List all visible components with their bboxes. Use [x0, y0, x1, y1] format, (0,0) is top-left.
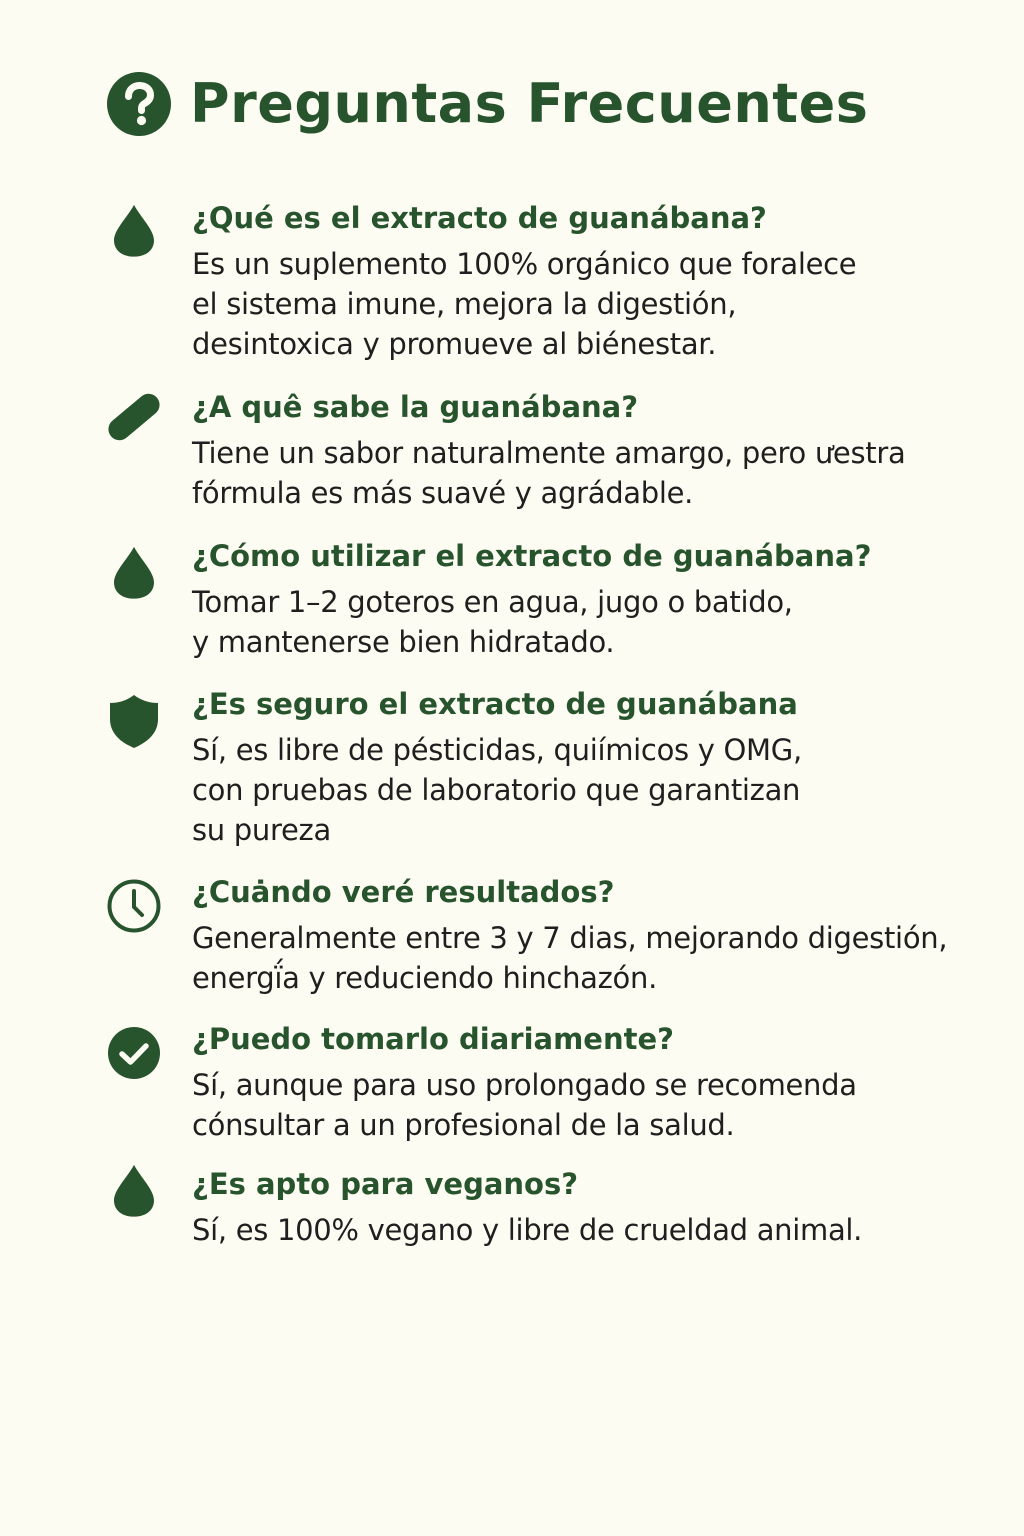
capsule-icon — [106, 389, 162, 445]
header — [106, 68, 868, 140]
faq-answer-line: con pruebas de laboratorio que garantizan — [192, 773, 801, 807]
clock-icon — [106, 878, 162, 934]
faq-answer — [192, 433, 992, 513]
faq-question: ¿A quê sabe la guanábana? — [192, 390, 639, 424]
page-title: Preguntas Frecuentes — [190, 72, 869, 135]
faq-answer — [192, 244, 992, 364]
check-circle-icon — [106, 1025, 162, 1081]
faq-answer — [192, 582, 992, 662]
faq-text — [192, 387, 992, 513]
faq-text — [192, 872, 992, 998]
faq-answer — [192, 1210, 992, 1250]
faq-question: ¿Puedo tomarlo diariamente? — [192, 1022, 674, 1056]
faq-answer — [192, 918, 992, 998]
faq-answer-line: energї́a y reduciendo hinchazón. — [192, 961, 657, 995]
faq-answer — [192, 1065, 992, 1145]
drop-icon — [106, 204, 162, 260]
question-mark-circle-icon — [106, 71, 172, 137]
faq-question: ¿Cuȧndo veré resultados? — [192, 875, 615, 909]
faq-answer-line: Generalmente entre 3 y 7 dias, mejorando digestión, — [192, 921, 948, 955]
faq-text — [192, 684, 992, 850]
drop-icon — [106, 546, 162, 602]
faq-answer-line: fórmula es más suavé y agrádable. — [192, 476, 694, 510]
faq-answer-line: Sí, aunque para uso prolongado se recomenda — [192, 1068, 857, 1102]
faq-question: ¿Cómo utilizar el extracto de guanábana? — [192, 539, 872, 573]
faq-answer-line: su pureza — [192, 813, 331, 847]
faq-answer-line: el sistema imune, mejora la digestión, — [192, 287, 737, 321]
faq-answer-line: Es un suplemento 100% orgánico que foralece — [192, 247, 857, 281]
faq-text — [192, 536, 992, 662]
shield-icon — [106, 692, 162, 748]
faq-question: ¿Es seguro el extracto de guanábana — [192, 687, 798, 721]
faq-answer-line: Sí, es 100% vegano y libre de crueldad animal. — [192, 1213, 863, 1247]
faq-answer-line: desintoxica y promueve al biénestar. — [192, 327, 717, 361]
drop-icon — [106, 1164, 162, 1220]
faq-text — [192, 1164, 992, 1250]
faq-text — [192, 198, 992, 364]
faq-answer-line: cónsultar a un profesional de la salud. — [192, 1108, 735, 1142]
faq-answer-line: Tomar 1–2 goteros en agua, jugo o batido, — [192, 585, 793, 619]
faq-answer-line: y mantenerse bien hidratado. — [192, 625, 615, 659]
faq-answer-line: Sí, es libre de pésticidas, quiímicos y OMG, — [192, 733, 802, 767]
faq-answer — [192, 730, 992, 850]
faq-question: ¿Qué es el extracto de guanábana? — [192, 201, 767, 235]
faq-text — [192, 1019, 992, 1145]
faq-answer-line: Tiene un sabor naturalmente amargo, pero ưestra — [192, 436, 906, 470]
faq-question: ¿Es apto para veganos? — [192, 1167, 579, 1201]
